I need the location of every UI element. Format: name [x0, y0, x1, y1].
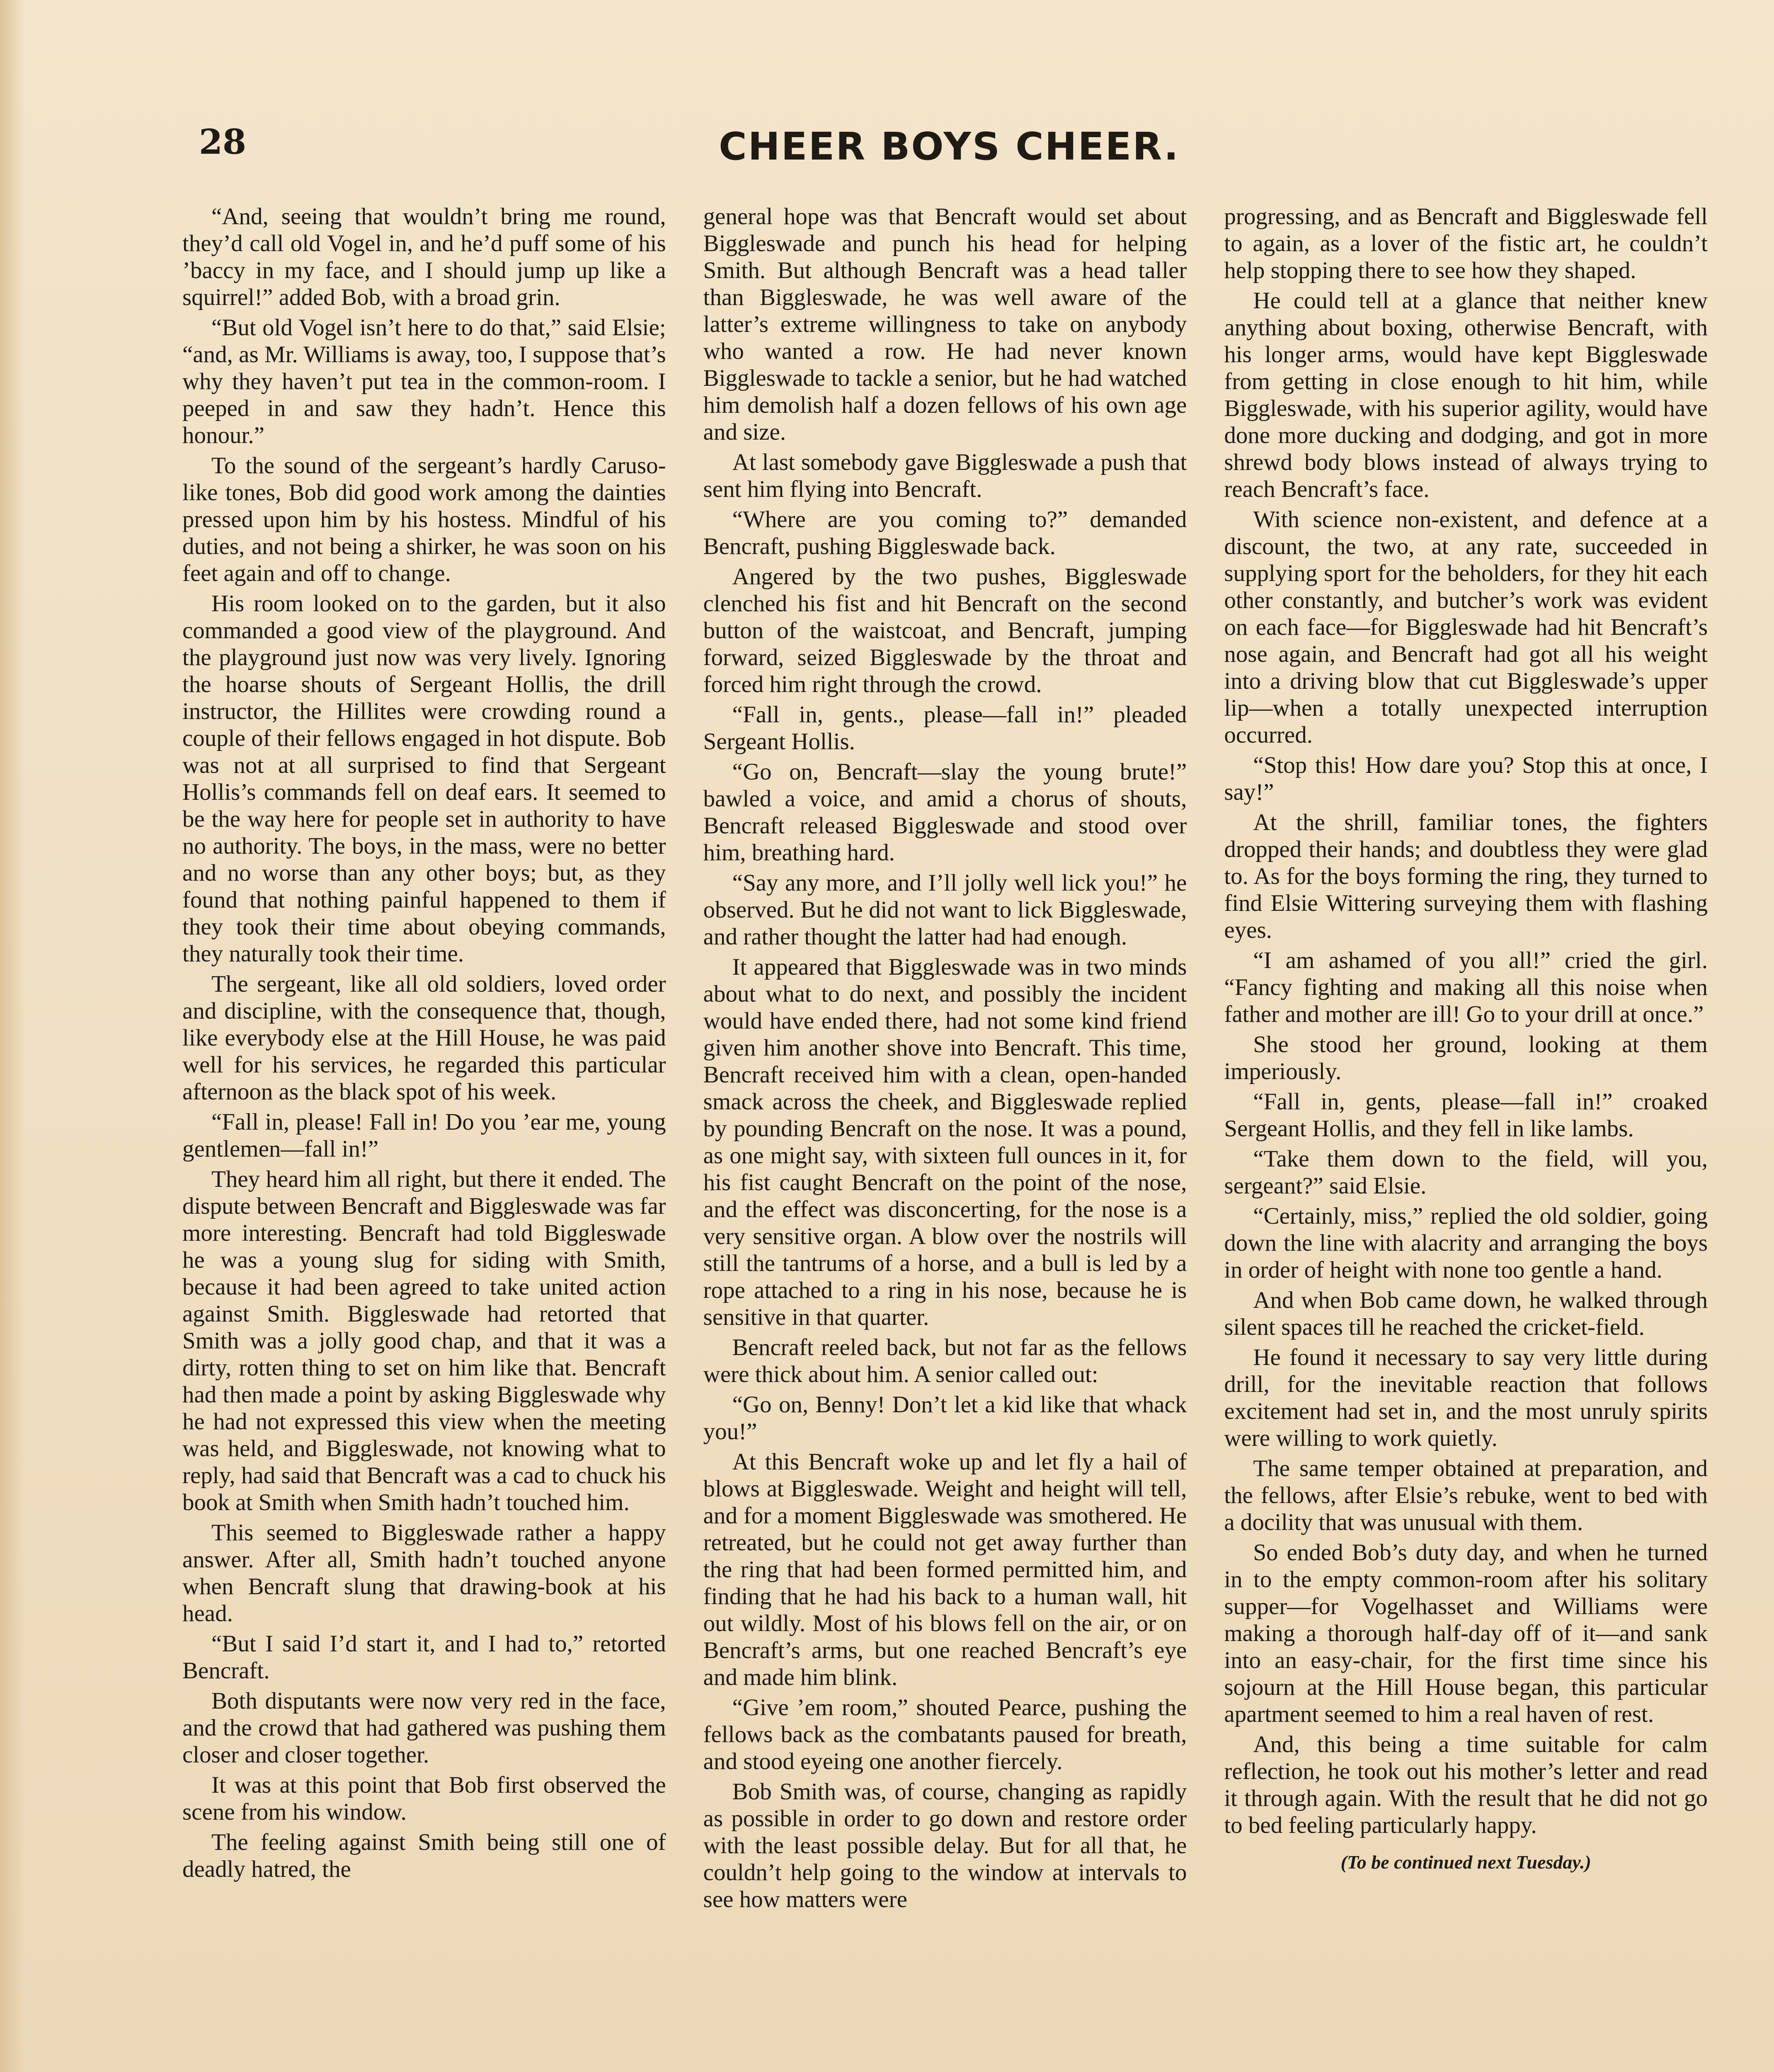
paragraph: With science non-existent, and defence at a discount, the two, at any rate, succeeded in supplying sport for the beholders, for they hit each other constantly, and butcher’s work was evident on each face—for Biggleswade had hit Bencraft’s nose again, and Bencraft had got all his weight into a driving blow that cut Biggleswade’s upper lip—when a totally unexpected interruption occurred.: [1224, 506, 1708, 748]
paragraph: “Go on, Bencraft—slay the young brute!” bawled a voice, and amid a chorus of shouts, Bencraft released Biggleswade and stood over him, breathing hard.: [703, 759, 1187, 866]
paragraph: His room looked on to the garden, but it also commanded a good view of the playground. And the playground just now was very lively. Ignoring the hoarse shouts of Sergeant Hollis, the drill instructor, the Hillites were crowding round a couple of their fellows engaged in hot dispute. Bob was not at all surprised to find that Sergeant Hollis’s commands fell on deaf ears. It seemed to be the way here for people set in authority to have no authority. The boys, in the mass, were no better and no worse than any other boys; but, as they found that nothing painful happened to them if they took their time about obeying commands, they naturally took their time.: [182, 591, 666, 967]
paragraph: It was at this point that Bob first observed the scene from his window.: [182, 1772, 666, 1825]
paragraph: At this Bencraft woke up and let fly a hail of blows at Biggleswade. Weight and height will tell, and for a moment Biggleswade was smothered. He retreated, but he could not get away further than the ring that had been formed permitted him, and finding that he had his back to a human wall, hit out wildly. Most of his blows fell on the air, or on Bencraft’s arms, but one reached Bencraft’s eye and made him blink.: [703, 1449, 1187, 1690]
paragraph: He could tell at a glance that neither knew anything about boxing, otherwise Bencraft, with his longer arms, would have kept Biggleswade from getting in close enough to hit him, while Biggleswade, with his superior agility, would have done more ducking and dodging, and got in more shrewd body blows instead of always trying to reach Bencraft’s face.: [1224, 288, 1708, 502]
paragraph: And, this being a time suitable for calm reflection, he took out his mother’s letter and read it through again. With the result that he did not go to bed feeling particularly happy.: [1224, 1731, 1708, 1838]
paragraph: “Fall in, gents., please—fall in!” pleaded Sergeant Hollis.: [703, 702, 1187, 755]
paragraph: The feeling against Smith being still one of deadly hatred, the: [182, 1829, 666, 1882]
paragraph: “Take them down to the field, will you, sergeant?” said Elsie.: [1224, 1146, 1708, 1199]
paragraph: Both disputants were now very red in the face, and the crowd that had gathered was pushing them closer and closer together.: [182, 1688, 666, 1768]
paragraph: “Give ’em room,” shouted Pearce, pushing the fellows back as the combatants paused for breath, and stood eyeing one another fiercely.: [703, 1694, 1187, 1774]
paragraph: Angered by the two pushes, Biggleswade clenched his fist and hit Bencraft on the second button of the waistcoat, and Bencraft, jumping forward, seized Biggleswade by the throat and forced him right through the crowd.: [703, 564, 1187, 697]
paragraph: “Fall in, gents, please—fall in!” croaked Sergeant Hollis, and they fell in like lambs.: [1224, 1089, 1708, 1142]
paragraph: “But I said I’d start it, and I had to,” retorted Bencraft.: [182, 1631, 666, 1684]
running-title: CHEER BOYS CHEER.: [719, 124, 1180, 169]
continued-note: (To be continued next Tuesday.): [1340, 1852, 1591, 1873]
paragraph: “I am ashamed of you all!” cried the girl. “Fancy fighting and making all this noise when father and mother are ill! Go to your drill at once.”: [1224, 947, 1708, 1027]
paragraph: At last somebody gave Biggleswade a push that sent him flying into Bencraft.: [703, 449, 1187, 502]
paragraph: general hope was that Bencraft would set about Biggleswade and punch his head for helping Smith. But although Bencraft was a head taller than Biggleswade, he was well aware of the latter’s extreme willingness to take on anybody who wanted a row. He had never known Biggleswade to tackle a senior, but he had watched him demolish half a dozen fellows of his own age and size.: [703, 203, 1187, 445]
paragraph: “Go on, Benny! Don’t let a kid like that whack you!”: [703, 1392, 1187, 1445]
paragraph: “Stop this! How dare you? Stop this at once, I say!”: [1224, 752, 1708, 805]
paragraph: Bencraft reeled back, but not far as the fellows were thick about him. A senior called out:: [703, 1334, 1187, 1387]
paragraph: “Where are you coming to?” demanded Bencraft, pushing Biggleswade back.: [703, 506, 1187, 559]
paragraph: The same temper obtained at preparation, and the fellows, after Elsie’s rebuke, went to bed with a docility that was unusual with them.: [1224, 1455, 1708, 1535]
paragraph: They heard him all right, but there it ended. The dispute between Bencraft and Biggleswade was far more interesting. Bencraft had told Biggleswade he was a young slug for siding with Smith, because it had been agreed to take united action against Smith. Biggleswade had retorted that Smith was a jolly good chap, and that it was a dirty, rotten thing to set on him like that. Bencraft had then made a point by asking Biggleswade why he had not expressed this view when the meeting was held, and Biggleswade, not knowing what to reply, had said that Bencraft was a cad to chuck his book at Smith when Smith hadn’t touched him.: [182, 1166, 666, 1515]
paragraph: The sergeant, like all old soldiers, loved order and discipline, with the consequence that, though, like everybody else at the Hill House, he was paid well for his services, he regarded this particular afternoon as the black spot of his week.: [182, 971, 666, 1105]
page-number: 28: [199, 122, 247, 162]
paragraph: “And, seeing that wouldn’t bring me round, they’d call old Vogel in, and he’d puff some of his ’baccy in my face, and I should jump up like a squirrel!” added Bob, with a broad grin.: [182, 203, 666, 310]
paragraph: “Certainly, miss,” replied the old soldier, going down the line with alacrity and arranging the boys in order of height with none too gentle a hand.: [1224, 1203, 1708, 1283]
paragraph: To the sound of the sergeant’s hardly Caruso-like tones, Bob did good work among the dainties pressed upon him by his hostess. Mindful of his duties, and not being a shirker, he was soon on his feet again and off to change.: [182, 453, 666, 586]
text-columns: [182, 203, 1708, 2072]
paragraph: This seemed to Biggleswade rather a happy answer. After all, Smith hadn’t touched anyone when Bencraft slung that drawing-book at his head.: [182, 1520, 666, 1627]
paragraph: At the shrill, familiar tones, the fighters dropped their hands; and doubtless they were glad to. As for the boys forming the ring, they turned to find Elsie Wittering surveying them with flashing eyes.: [1224, 809, 1708, 943]
paragraph: He found it necessary to say very little during drill, for the inevitable reaction that follows excitement had set in, and the most unruly spirits were willing to work quietly.: [1224, 1344, 1708, 1451]
column-3: [1224, 203, 1708, 2072]
paragraph: It appeared that Biggleswade was in two minds about what to do next, and possibly the incident would have ended there, had not some kind friend given him another shove into Bencraft. This time, Bencraft received him with a clean, open-handed smack across the cheek, and Biggleswade replied by pounding Bencraft on the nose. It was a pound, as one might say, with sixteen full ounces in it, for his fist caught Bencraft on the point of the nose, and the effect was disconcerting, for the nose is a very sensitive organ. A blow over the nostrils will still the tantrums of a horse, and a bull is led by a rope attached to a ring in his nose, because he is sensitive in that quarter.: [703, 954, 1187, 1330]
paragraph: Bob Smith was, of course, changing as rapidly as possible in order to go down and restore order with the least possible delay. But for all that, he couldn’t help going to the window at intervals to see how matters were: [703, 1779, 1187, 1912]
column-1: [182, 203, 666, 2072]
paragraph: She stood her ground, looking at them imperiously.: [1224, 1031, 1708, 1084]
paragraph: progressing, and as Bencraft and Biggleswade fell to again, as a lover of the fistic art, he couldn’t help stopping there to see how they shaped.: [1224, 203, 1708, 283]
paragraph: “But old Vogel isn’t here to do that,” said Elsie; “and, as Mr. Williams is away, too, I suppose that’s why they haven’t put tea in the common-room. I peeped in and saw they hadn’t. Hence this honour.”: [182, 315, 666, 448]
paragraph: So ended Bob’s duty day, and when he turned in to the empty common-room after his solitary supper—for Vogelhasset and Williams were making a thorough half-day off of it—and sank into an easy-chair, for the first time since his sojourn at the Hill House began, this particular apartment seemed to him a real haven of rest.: [1224, 1539, 1708, 1727]
paragraph: And when Bob came down, he walked through silent spaces till he reached the cricket-field.: [1224, 1287, 1708, 1340]
column-2: [703, 203, 1187, 2072]
paragraph: “Fall in, please! Fall in! Do you ’ear me, young gentlemen—fall in!”: [182, 1109, 666, 1162]
paragraph: “Say any more, and I’ll jolly well lick you!” he observed. But he did not want to lick Biggleswade, and rather thought the latter had had enough.: [703, 870, 1187, 950]
